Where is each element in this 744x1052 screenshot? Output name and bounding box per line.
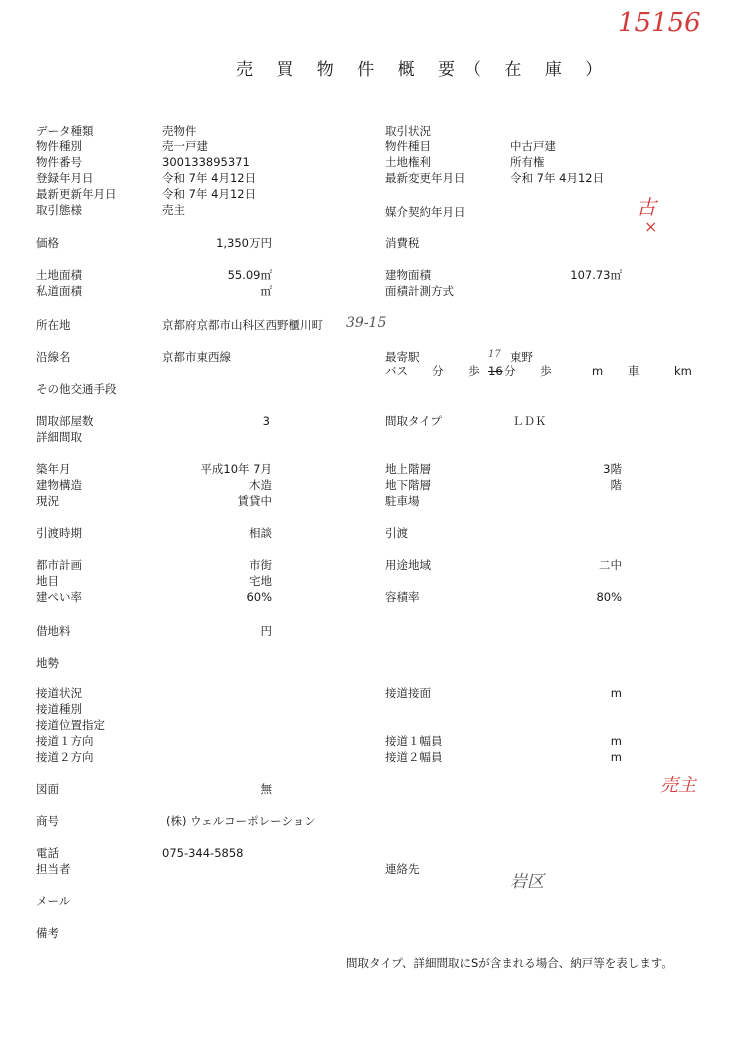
station-label: 最寄駅 <box>385 350 420 364</box>
changed-label: 最新変更年月日 <box>385 171 466 185</box>
other-transport-label: その他交通手段 <box>36 382 117 396</box>
city-plan-value: 市街 <box>249 558 272 572</box>
property-kind-value: 売一戸建 <box>162 139 208 153</box>
phone-value: 075-344-5858 <box>162 846 244 860</box>
private-road-label: 私道面積 <box>36 284 82 298</box>
layout-type-value: ＬＤＫ <box>512 414 547 428</box>
rooms-label: 間取部屋数 <box>36 414 94 428</box>
use-zone-value: 二中 <box>599 558 622 572</box>
land-area-value: 55.09㎡ <box>227 268 272 282</box>
width2-label: 接道２幅員 <box>385 750 443 764</box>
remarks-label: 備考 <box>36 926 59 940</box>
registered-label: 登録年月日 <box>36 171 94 185</box>
coverage-value: 60% <box>246 590 272 604</box>
parking-label: 駐車場 <box>385 494 420 508</box>
width1-value: m <box>610 734 622 748</box>
property-kind-label: 物件種別 <box>36 139 82 153</box>
far-value: 80% <box>596 590 622 604</box>
registered-value: 令和 7年 4月12日 <box>162 171 257 185</box>
road-dir1-label: 接道１方向 <box>36 734 94 748</box>
trade-mode-label: 取引態様 <box>36 203 82 217</box>
handwritten-number: 15156 <box>618 8 701 38</box>
use-zone-label: 用途地域 <box>385 558 431 572</box>
structure-label: 建物構造 <box>36 478 82 492</box>
land-category-value: 宅地 <box>249 574 272 588</box>
mail-label: メール <box>36 894 71 908</box>
private-road-value: ㎡ <box>260 284 272 298</box>
land-right-label: 土地権利 <box>385 155 431 169</box>
land-category-label: 地目 <box>36 574 59 588</box>
handover-label: 引渡 <box>385 526 408 540</box>
property-item-value: 中古戸建 <box>510 139 556 153</box>
line-label: 沿線名 <box>36 350 71 364</box>
meter-unit: m <box>592 364 604 378</box>
status-value: 賃貸中 <box>237 494 272 508</box>
lease-fee-value: 円 <box>260 624 272 638</box>
road-position-label: 接道位置指定 <box>36 718 105 732</box>
road-face-value: m <box>610 686 622 700</box>
location-value: 京都府京都市山科区西野櫃川町 <box>162 318 323 332</box>
data-type-label: データ種類 <box>36 124 94 138</box>
property-no-value: 300133895371 <box>162 155 250 169</box>
walk-min-unit: 分 <box>504 364 516 378</box>
contact-label: 連絡先 <box>385 862 420 876</box>
building-area-label: 建物面積 <box>385 268 431 282</box>
floors-below-label: 地下階層 <box>385 478 431 492</box>
handwritten-lot: 39-15 <box>346 315 387 331</box>
car-label: 車 <box>628 364 640 378</box>
coverage-label: 建ぺい率 <box>36 590 82 604</box>
floors-below-value: 階 <box>610 478 622 492</box>
property-item-label: 物件種目 <box>385 139 431 153</box>
contract-date-label: 媒介契約年月日 <box>385 205 466 219</box>
room-detail-label: 詳細間取 <box>36 430 82 444</box>
city-plan-label: 都市計画 <box>36 558 82 572</box>
road-status-label: 接道状況 <box>36 686 82 700</box>
handwritten-mark: 古 <box>636 195 656 219</box>
footer-note: 間取タイプ、詳細間取にSが含まれる場合、納戸等を表します。 <box>346 956 673 970</box>
walk-label: 歩 <box>468 364 480 378</box>
drawing-label: 図面 <box>36 782 59 796</box>
width1-label: 接道１幅員 <box>385 734 443 748</box>
company-value: (株) ウェルコーポレーション <box>166 814 316 828</box>
handwritten-stamp: 売主 <box>660 775 696 796</box>
tax-label: 消費税 <box>385 236 420 250</box>
bus-label: バス <box>385 364 408 378</box>
bus-min-unit: 分 <box>432 364 444 378</box>
km-unit: km <box>674 364 692 378</box>
updated-label: 最新更新年月日 <box>36 187 117 201</box>
walk-old-value: 16 <box>488 364 503 378</box>
price-label: 価格 <box>36 236 59 250</box>
land-right-value: 所有権 <box>510 155 545 169</box>
line-value: 京都市東西線 <box>162 350 231 364</box>
walk2-label: 歩 <box>540 364 552 378</box>
updated-value: 令和 7年 4月12日 <box>162 187 257 201</box>
handwritten-walk: 17 <box>488 349 501 360</box>
changed-value: 令和 7年 4月12日 <box>510 171 605 185</box>
width2-value: m <box>610 750 622 764</box>
layout-type-label: 間取タイプ <box>385 414 442 428</box>
trade-status-label: 取引状況 <box>385 124 431 138</box>
handover-time-label: 引渡時期 <box>36 526 82 540</box>
company-label: 商号 <box>36 814 59 828</box>
road-face-label: 接道接面 <box>385 686 431 700</box>
road-dir2-label: 接道２方向 <box>36 750 94 764</box>
drawing-value: 無 <box>260 782 272 796</box>
road-type-label: 接道種別 <box>36 702 82 716</box>
person-label: 担当者 <box>36 862 71 876</box>
station-value: 東野 <box>510 350 533 364</box>
handover-time-value: 相談 <box>249 526 272 540</box>
building-area-value: 107.73㎡ <box>570 268 622 282</box>
area-method-label: 面積計測方式 <box>385 284 454 298</box>
location-label: 所在地 <box>36 318 71 332</box>
data-type-value: 売物件 <box>162 124 197 138</box>
handwritten-cross: × <box>644 217 658 236</box>
rooms-value: 3 <box>262 414 270 428</box>
terrain-label: 地勢 <box>36 656 59 670</box>
price-value: 1,350万円 <box>216 236 272 250</box>
land-area-label: 土地面積 <box>36 268 82 282</box>
far-label: 容積率 <box>385 590 420 604</box>
phone-label: 電話 <box>36 846 59 860</box>
property-no-label: 物件番号 <box>36 155 82 169</box>
built-label: 築年月 <box>36 462 71 476</box>
structure-value: 木造 <box>249 478 272 492</box>
built-value: 平成10年 7月 <box>200 462 272 476</box>
handwritten-staff: 岩区 <box>510 872 544 892</box>
lease-fee-label: 借地料 <box>36 624 71 638</box>
floors-above-value: 3階 <box>603 462 622 476</box>
status-label: 現況 <box>36 494 59 508</box>
trade-mode-value: 売主 <box>162 203 185 217</box>
floors-above-label: 地上階層 <box>385 462 431 476</box>
document-title: 売 買 物 件 概 要（ 在 庫 ） <box>236 60 612 80</box>
